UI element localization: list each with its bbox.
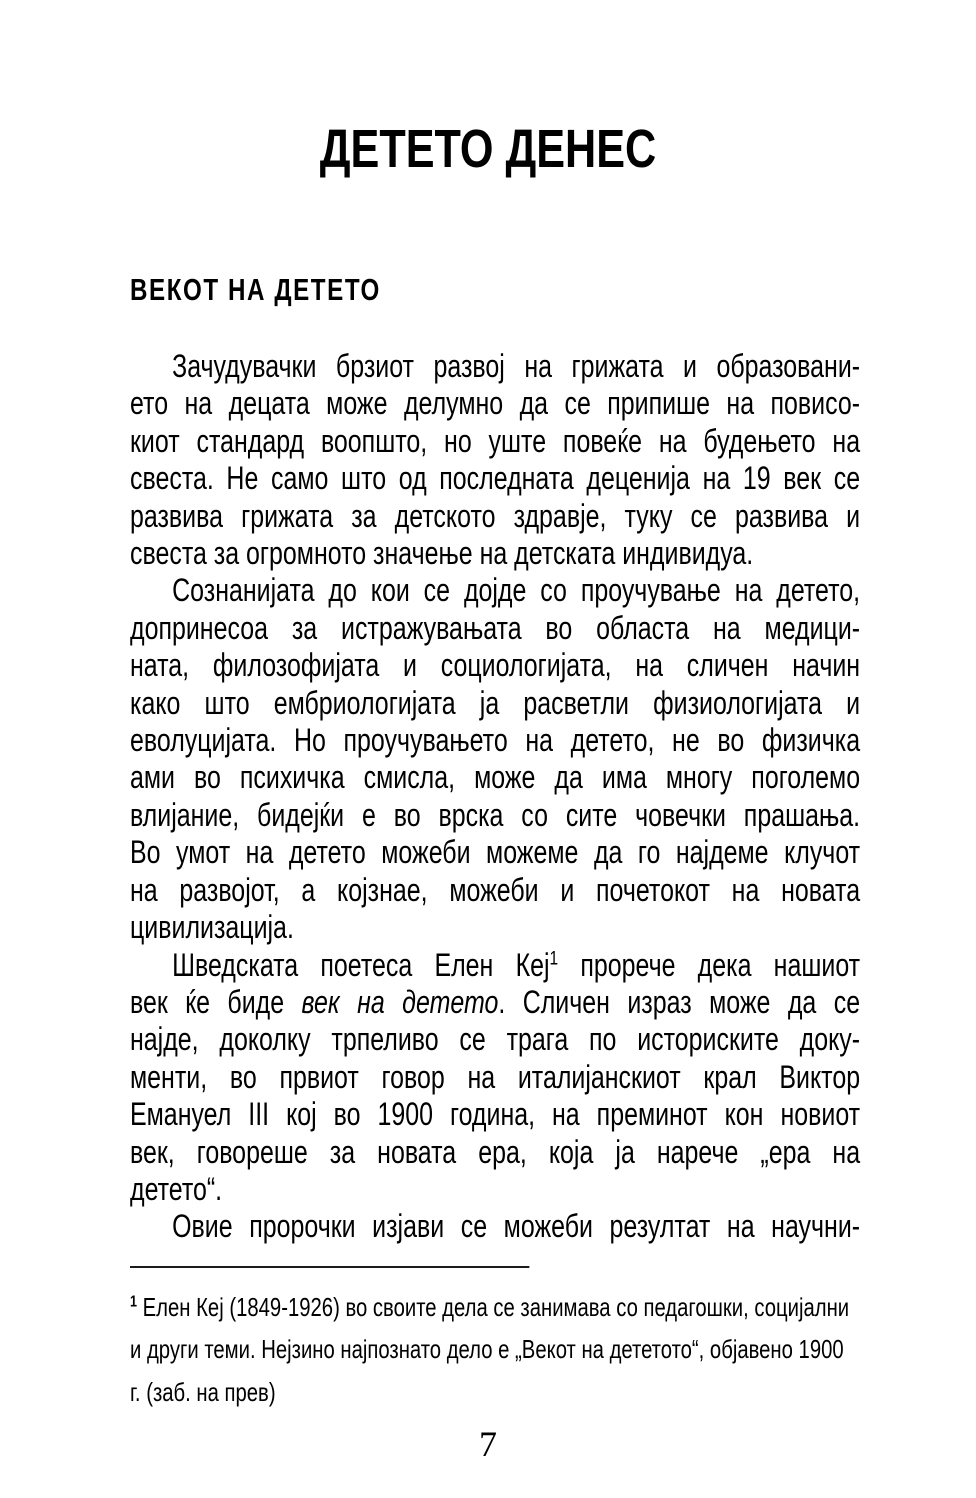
text-line [130,797,860,834]
text-segment: Елен Кеј (1849-1926) во своите дела се занимава со педагошки, социјални [136,1291,850,1322]
text-segment: детето“. [130,1170,223,1207]
text-line [130,872,860,909]
text-line [130,423,860,460]
text-segment: киот стандард воопшто, но уште повеќе на будењето на [130,422,861,459]
text-segment: ната, филозофијата и социологијата, на сличен начин [130,647,861,684]
text-line [130,759,860,796]
text-segment: најде, доколку трпеливо се трага по историските доку- [130,1021,861,1058]
text-line [130,1208,860,1245]
text-segment: г. (заб. на прев) [130,1376,276,1407]
section-heading: ВЕКОТ НА ДЕТЕТО [130,272,381,307]
footnote [130,1286,860,1414]
footnote-line [130,1328,860,1371]
text-line [130,1096,860,1133]
text-segment: век, говореше за новата ера, која ја нарече „ера на [130,1133,861,1170]
italic-phrase: век на детето [301,983,499,1020]
text-segment: Емануел III кој во 1900 година, на преминот кон новиот [130,1096,861,1133]
text-segment: Зачудувачки брзиот развој на грижата и образовани- [172,348,861,384]
page-title: ДЕТЕТО ДЕНЕС [319,119,657,179]
text-segment: свеста. Не само што од последната деценија на 19 век се [130,460,861,497]
text-segment: свеста за огромното значење на детската индивидуа. [130,535,754,572]
text-line [130,460,860,497]
text-line [130,834,860,871]
footnote-line [130,1286,860,1329]
text-segment: ами во психичка смисла, може да има многу поголемо [130,759,861,796]
text-line [130,722,860,759]
text-line [130,385,860,422]
text-segment: еволуцијата. Но проучувањето на детето, не во физичка [130,722,861,759]
text-line [130,535,860,572]
text-line [130,685,860,722]
footnote-line [130,1371,860,1414]
text-line [130,348,860,385]
text-line [130,947,860,984]
text-segment: век ќе биде [130,983,302,1020]
text-line [130,498,860,535]
footnote-separator [130,1266,529,1268]
paragraph [130,348,860,572]
paragraph [130,947,860,1209]
text-segment: како што ембриологијата ја расветли физиологијата и [130,684,861,721]
text-line [130,647,860,684]
text-line [130,984,860,1021]
text-segment: цивилизација. [130,909,294,946]
text-segment: Шведската поетеса Елен Кеј [172,946,550,983]
text-segment: допринесоа за истражувањата во областа на медици- [130,609,861,646]
text-line [130,1021,860,1058]
text-segment: Овие пророчки изјави се можеби резултат на научни- [172,1208,861,1245]
text-segment: менти, во првиот говор на италијанскиот крал Виктор [130,1058,861,1095]
paragraph [130,1208,860,1245]
footnote-reference-mark: 1 [549,946,559,969]
paragraphs-container [130,348,860,1246]
text-line [130,1059,860,1096]
text-segment: прорече дека нашиот [558,946,861,983]
text-segment: на развојот, а којзнае, можеби и почетокот на новата [130,871,861,908]
text-segment: влијание, бидејќи е во врска со сите човечки прашања. [130,796,861,833]
paragraph [130,572,860,946]
text-segment: Во умот на детето можеби можеме да го најдеме клучот [130,834,861,871]
text-line [130,610,860,647]
text-segment: развива грижата за детското здравје, туку се развива и [130,497,861,534]
footnote-reference-mark: 1 [130,1292,137,1311]
page-number: 7 [479,1424,497,1464]
text-line [130,1171,860,1208]
text-segment: и други теми. Нејзино најпознато дело е „Векот на дететото“, објавено 1900 [130,1334,844,1365]
text-column [130,272,860,1413]
text-line [130,572,860,609]
text-line [130,1134,860,1171]
text-segment: ето на децата може делумно да се припише на повисо- [130,385,861,422]
text-line [130,909,860,946]
text-segment: . Сличен израз може да се [498,983,861,1020]
text-segment: Сознанијата до кои се дојде со проучување на детето, [172,572,861,609]
